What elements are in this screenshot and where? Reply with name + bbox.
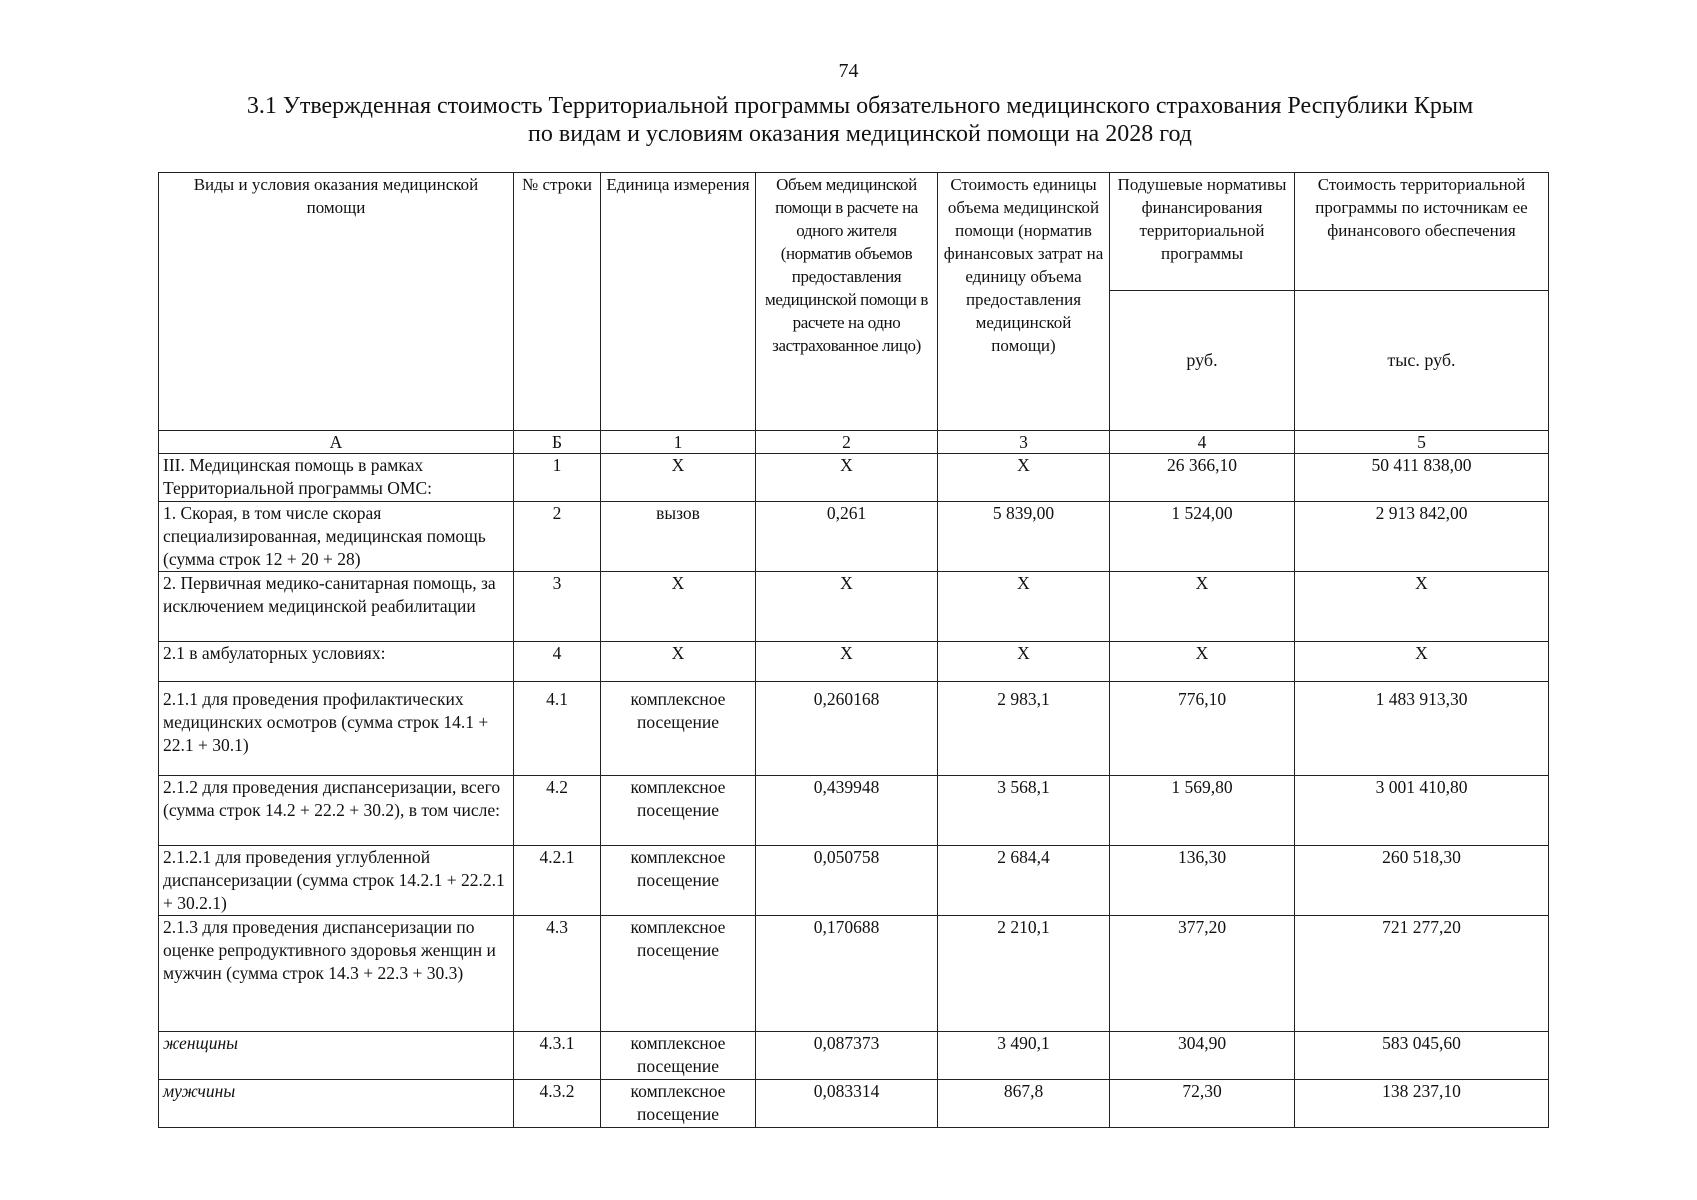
row-volume: 0,261 (756, 502, 938, 572)
row-name: 2.1.2.1 для проведения углубленной диспансеризации (сумма строк 14.2.1 + 22.2.1 + 30.2.1) (159, 846, 514, 916)
row-number: 4.3.2 (514, 1080, 601, 1128)
row-total: Х (1295, 572, 1549, 642)
row-cost: Х (938, 572, 1110, 642)
row-volume: 0,087373 (756, 1032, 938, 1080)
row-cost: 5 839,00 (938, 502, 1110, 572)
table-row (159, 916, 1549, 1032)
row-unit: Х (601, 572, 756, 642)
table-row (159, 502, 1549, 572)
row-per-capita: 72,30 (1110, 1080, 1295, 1128)
index-cell: 1 (601, 431, 756, 454)
row-per-capita: 1 569,80 (1110, 776, 1295, 846)
row-unit: Х (601, 454, 756, 502)
row-name: 2.1 в амбулаторных условиях: (159, 642, 514, 682)
index-cell: А (159, 431, 514, 454)
row-cost: 3 490,1 (938, 1032, 1110, 1080)
unit-col-4: руб. (1110, 291, 1295, 431)
row-total: 721 277,20 (1295, 916, 1549, 1032)
index-row (159, 431, 1549, 454)
row-per-capita: 136,30 (1110, 846, 1295, 916)
row-volume: 0,260168 (756, 682, 938, 776)
row-number: 4.3.1 (514, 1032, 601, 1080)
header-col-b: № строки (514, 173, 601, 431)
header-col-5: Стоимость территориальной программы по источникам ее финансового обеспечения (1295, 173, 1549, 291)
cost-table (158, 172, 1549, 1128)
header-col-1: Единица измерения (601, 173, 756, 431)
row-volume: Х (756, 642, 938, 682)
row-volume: 0,170688 (756, 916, 938, 1032)
row-name: 2. Первичная медико-санитарная помощь, за исключением медицинской реабилитации (159, 572, 514, 642)
index-cell: 5 (1295, 431, 1549, 454)
row-volume: Х (756, 454, 938, 502)
row-unit: комплексное посещение (601, 916, 756, 1032)
row-per-capita: Х (1110, 642, 1295, 682)
unit-col-5: тыс. руб. (1295, 291, 1549, 431)
row-volume: 0,083314 (756, 1080, 938, 1128)
row-cost: 2 210,1 (938, 916, 1110, 1032)
title-line-1: 3.1 Утвержденная стоимость Территориальной программы обязательного медицинского страхования Республики Крым (246, 93, 1474, 119)
table-row (159, 846, 1549, 916)
title-line-2: по видам и условиям оказания медицинской помощи на 2028 год (528, 121, 1192, 147)
document-title (150, 92, 1570, 148)
row-unit: комплексное посещение (601, 1032, 756, 1080)
row-name: 1. Скорая, в том числе скорая специализированная, медицинская помощь (сумма строк 12 + 20 + 28) (159, 502, 514, 572)
row-per-capita: 776,10 (1110, 682, 1295, 776)
row-number: 2 (514, 502, 601, 572)
row-number: 1 (514, 454, 601, 502)
row-total: 50 411 838,00 (1295, 454, 1549, 502)
row-total: 1 483 913,30 (1295, 682, 1549, 776)
header-col-a: Виды и условия оказания медицинской помощи (159, 173, 514, 431)
row-name: женщины (159, 1032, 514, 1080)
index-cell: 4 (1110, 431, 1295, 454)
row-cost: 2 983,1 (938, 682, 1110, 776)
row-cost: 3 568,1 (938, 776, 1110, 846)
row-cost: 867,8 (938, 1080, 1110, 1128)
index-cell: Б (514, 431, 601, 454)
row-name: 2.1.3 для проведения диспансеризации по оценке репродуктивного здоровья женщин и мужчин (сумма строк 14.3 + 22.3 + 30.3) (159, 916, 514, 1032)
row-per-capita: 1 524,00 (1110, 502, 1295, 572)
row-unit: комплексное посещение (601, 776, 756, 846)
row-per-capita: 26 366,10 (1110, 454, 1295, 502)
table-row (159, 776, 1549, 846)
row-total: 3 001 410,80 (1295, 776, 1549, 846)
row-volume: 0,050758 (756, 846, 938, 916)
table-row (159, 454, 1549, 502)
header-row (159, 173, 1549, 291)
row-number: 4.1 (514, 682, 601, 776)
row-total: 2 913 842,00 (1295, 502, 1549, 572)
row-per-capita: 377,20 (1110, 916, 1295, 1032)
row-cost: 2 684,4 (938, 846, 1110, 916)
header-col-2: Объем медицинской помощи в расчете на одного жителя (норматив объемов предоставления медицинской помощи в расчете на одно застрахованное лицо) (756, 173, 938, 431)
table-row (159, 572, 1549, 642)
table-row (159, 642, 1549, 682)
row-unit: комплексное посещение (601, 1080, 756, 1128)
row-total: 583 045,60 (1295, 1032, 1549, 1080)
row-number: 4 (514, 642, 601, 682)
row-total: Х (1295, 642, 1549, 682)
row-total: 260 518,30 (1295, 846, 1549, 916)
table-row (159, 1032, 1549, 1080)
header-col-4: Подушевые нормативы финансирования территориальной программы (1110, 173, 1295, 291)
row-unit: вызов (601, 502, 756, 572)
row-total: 138 237,10 (1295, 1080, 1549, 1128)
row-number: 4.3 (514, 916, 601, 1032)
row-unit: комплексное посещение (601, 846, 756, 916)
row-unit: комплексное посещение (601, 682, 756, 776)
row-per-capita: Х (1110, 572, 1295, 642)
row-unit: Х (601, 642, 756, 682)
row-per-capita: 304,90 (1110, 1032, 1295, 1080)
row-number: 4.2.1 (514, 846, 601, 916)
row-name: 2.1.1 для проведения профилактических медицинских осмотров (сумма строк 14.1 + 22.1 + 30.1) (159, 682, 514, 776)
row-name: 2.1.2 для проведения диспансеризации, всего (сумма строк 14.2 + 22.2 + 30.2), в том числе: (159, 776, 514, 846)
row-cost: Х (938, 642, 1110, 682)
row-volume: Х (756, 572, 938, 642)
row-volume: 0,439948 (756, 776, 938, 846)
header-col-3: Стоимость единицы объема медицинской помощи (норматив финансовых затрат на единицу объема предоставления медицинской помощи) (938, 173, 1110, 431)
row-number: 3 (514, 572, 601, 642)
row-number: 4.2 (514, 776, 601, 846)
row-name: III. Медицинская помощь в рамках Территориальной программы ОМС: (159, 454, 514, 502)
index-cell: 3 (938, 431, 1110, 454)
row-cost: Х (938, 454, 1110, 502)
table-row (159, 1080, 1549, 1128)
page-number: 74 (838, 60, 859, 82)
row-name: мужчины (159, 1080, 514, 1128)
table-row (159, 682, 1549, 776)
index-cell: 2 (756, 431, 938, 454)
